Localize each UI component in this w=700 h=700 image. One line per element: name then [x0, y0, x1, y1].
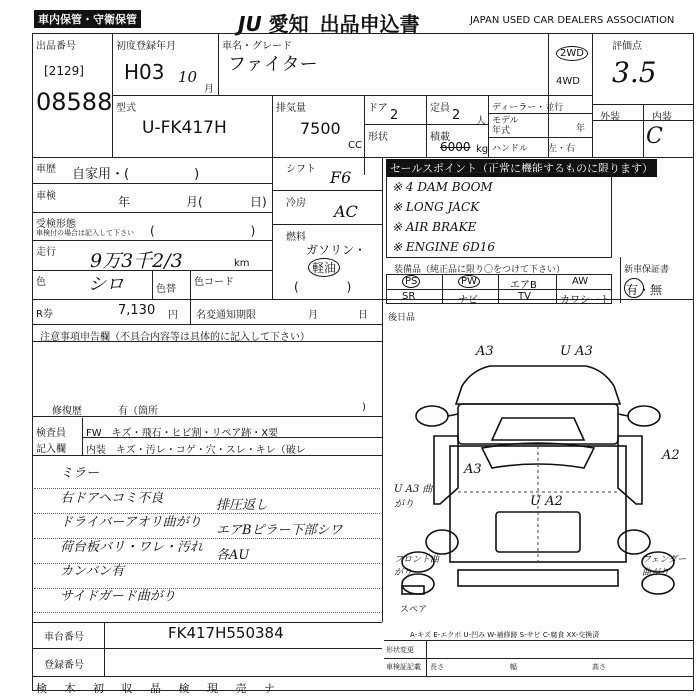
- notice-label: 名変通知期限: [196, 310, 256, 321]
- ins-form-note: 車検付の場合は記入して下さい: [36, 229, 134, 237]
- exterior-label: 外装: [600, 112, 620, 123]
- note-line: ミラー: [60, 466, 100, 481]
- model-name: ファイター: [228, 54, 318, 75]
- mileage-value: 9万3千2/3: [90, 250, 183, 272]
- fuel-gasoline: ガソリン・: [306, 243, 367, 257]
- first-reg-month-unit: 月: [204, 84, 214, 95]
- right-front-wheel: [618, 530, 650, 554]
- vehicle-damage-diagram: [384, 318, 692, 634]
- color-code-label: 色コード: [194, 277, 234, 288]
- model-year-unit: 年: [576, 124, 586, 134]
- bottom-code: ナ: [264, 682, 275, 695]
- recycle-unit: 円: [168, 310, 178, 321]
- shift-value: F6: [330, 168, 352, 187]
- inspector-row-fw: FW キズ・飛石・ヒビ割・リペア跡・X要: [86, 428, 279, 439]
- drive-2wd: 2WD: [556, 46, 588, 61]
- capacity-unit: 人: [476, 116, 486, 127]
- equip-navi: ナビ: [458, 295, 478, 306]
- diagram-legend: A-キズ E-エクボ U-凹み W-補修跡 S-サビ C-腐食 XX-交換済: [410, 631, 600, 639]
- color-value: シロ: [88, 274, 124, 295]
- doors-value: 2: [390, 108, 399, 123]
- ins-form-paren: ( ): [150, 224, 256, 238]
- history-label: 車歴: [36, 164, 56, 175]
- capacity-value: 2: [452, 108, 461, 123]
- repair-value: 有（箇所: [118, 406, 158, 417]
- org-name: 愛知: [268, 12, 309, 36]
- damage-mark: A3: [476, 344, 494, 359]
- equip-sr: SR: [402, 291, 416, 302]
- size-label: 長さ: [430, 663, 444, 671]
- bottom-code: 現: [207, 682, 218, 695]
- displacement-unit: CC: [348, 140, 362, 151]
- damage-mark: U A3: [560, 344, 593, 359]
- storage-tag: [34, 10, 141, 28]
- cab-roof: [456, 366, 620, 404]
- notice-month: 月: [308, 310, 318, 321]
- bottom-code: 収: [121, 682, 133, 695]
- displacement-label: 排気量: [276, 103, 306, 114]
- handle-lr: 左・右: [548, 144, 576, 154]
- fuel-label: 燃料: [286, 232, 306, 243]
- spare-label: スペア: [400, 605, 428, 615]
- note-line: 排圧返し: [216, 498, 269, 513]
- sales-item: ※ LONG JACK: [392, 200, 480, 214]
- inspection-label: 車検: [36, 191, 56, 202]
- first-reg-label: 初度登録年月: [116, 41, 176, 52]
- load-value: 6000: [440, 140, 471, 154]
- damage-mark: U A2: [530, 494, 563, 509]
- drive-4wd: 4WD: [556, 76, 580, 87]
- lot-label: 出品番号: [36, 41, 76, 52]
- shape-label: 形状: [368, 132, 388, 143]
- logo-text: JU: [238, 12, 262, 36]
- load-label: 積載: [430, 132, 450, 143]
- notes-left: [60, 462, 203, 609]
- model-year-label: モデル年式: [492, 116, 519, 136]
- sales-item: ※ ENGINE 6D16: [392, 240, 496, 254]
- history-value: 自家用・( ): [72, 167, 200, 182]
- caution-label: 注意事項申告欄（不具合内容等は具体的に記入して下さい）: [40, 332, 310, 343]
- rear-bumper: [458, 570, 618, 586]
- repair-label: 修復歴: [52, 406, 82, 417]
- inspector-label: 検査員: [36, 428, 66, 439]
- inspector-row-interior: 内装 キズ・汚レ・コゲ・穴・スレ・キレ（破レ: [86, 445, 306, 456]
- lot-number: 08588: [36, 88, 113, 116]
- bottom-code: 木: [64, 682, 76, 695]
- warranty-label: 新車保証書: [624, 265, 670, 275]
- color-label: 色: [36, 277, 46, 288]
- displacement-value: 7500: [300, 119, 341, 138]
- rear-seat-label: 後日品: [388, 313, 416, 323]
- bottom-code: 初: [93, 682, 104, 695]
- fuel-diesel: 軽油: [308, 258, 340, 277]
- cab-body: [458, 404, 618, 444]
- form-title: 出品申込書: [319, 12, 420, 36]
- load-unit: kg: [476, 144, 489, 155]
- equip-airbag: エアB: [510, 280, 537, 291]
- bottom-code: 検: [178, 682, 190, 695]
- capacity-label: 定員: [430, 103, 450, 114]
- cooling-label: 冷房: [286, 198, 306, 209]
- interior-grade: C: [646, 124, 663, 149]
- damage-mark: A2: [662, 448, 680, 463]
- type-code: U-FK417H: [142, 118, 227, 138]
- windshield: [492, 418, 584, 440]
- note-line: 各AU: [216, 548, 250, 563]
- damage-mark: U A3 曲がり: [394, 484, 433, 510]
- doors-label: ドア: [368, 103, 388, 114]
- color-change-label: 色替: [156, 284, 176, 295]
- size-label: 幅: [510, 663, 517, 671]
- right-mirror: [628, 406, 660, 426]
- repair-close: ): [362, 402, 366, 413]
- sales-item: ※ 4 DAM BOOM: [392, 180, 493, 194]
- equip-pw: PW: [458, 275, 480, 288]
- equipment-label: 装備品（純正品に限り〇をつけて下さい）: [394, 265, 566, 275]
- recycle-label: R券: [36, 309, 53, 320]
- equip-aw: AW: [572, 276, 589, 287]
- type-label: 型式: [116, 103, 136, 114]
- equip-tv: TV: [518, 291, 531, 302]
- dealer-label: ディーラー・並行: [492, 103, 564, 113]
- bottom-code-strip: [36, 680, 275, 696]
- shift-label: シフト: [286, 164, 316, 175]
- sales-label: セールスポイント（正常に機能するものに限ります）: [386, 159, 657, 177]
- association-name: JAPAN USED CAR DEALERS ASSOCIATION: [470, 15, 675, 26]
- equip-ps: PS: [402, 275, 420, 288]
- inspection-year: 年: [118, 195, 131, 209]
- shape-change-label: 形状変更: [386, 646, 414, 654]
- bottom-code: 晶: [150, 682, 161, 695]
- storage-tag-text: 車内保管・守衛保管: [38, 13, 137, 26]
- model-label: 車名・グレード: [222, 41, 292, 52]
- mileage-unit: km: [234, 258, 250, 269]
- note-line: 右ドアヘコミ不良: [60, 490, 164, 506]
- equip-leather: カワシート: [560, 295, 610, 306]
- note-line: ドライバーアオリ曲がり: [60, 515, 202, 530]
- sales-list: [392, 177, 495, 257]
- notes-right: [216, 493, 343, 568]
- warranty-circle: [624, 278, 644, 298]
- inspection-day: 日): [250, 195, 267, 209]
- fuel-paren: ( ): [294, 280, 352, 294]
- ins-form-label: 受検形態: [36, 219, 76, 230]
- first-reg-month: 10: [178, 68, 198, 86]
- note-line: 荷台板バリ・ワレ・汚れ: [60, 539, 204, 555]
- size-label: 高さ: [592, 663, 606, 671]
- left-front-wheel: [426, 530, 458, 554]
- chassis-label: 車台番号: [44, 632, 84, 643]
- inspector-label-2: 記入欄: [36, 444, 66, 455]
- chassis-number: FK417H550384: [168, 624, 284, 642]
- bottom-code: 検: [36, 682, 47, 695]
- inspection-month: 月(: [186, 195, 203, 209]
- mileage-label: 走行: [36, 247, 56, 258]
- bottom-code: 売: [235, 682, 247, 695]
- note-line: サイドガード曲がり: [60, 588, 176, 604]
- score-value: 3.5: [612, 56, 657, 89]
- first-reg-era: H03: [124, 60, 165, 84]
- registration-label: 登録番号: [44, 660, 84, 671]
- sales-item: ※ AIR BRAKE: [392, 220, 477, 234]
- damage-mark: フェンダー曲がり: [642, 555, 687, 578]
- damage-mark: A3: [464, 462, 482, 477]
- interior-label: 内装: [652, 112, 672, 123]
- damage-mark: フロント曲がり: [394, 555, 440, 578]
- cooling-value: AC: [334, 202, 358, 221]
- handle-label: ハンドル: [492, 144, 529, 154]
- note-line: カンバン有: [60, 564, 125, 579]
- size-label: 車検証記載: [386, 663, 421, 671]
- recycle-value: 7,130: [118, 303, 156, 318]
- left-mirror: [416, 406, 448, 426]
- lot-sub: [2129]: [44, 64, 84, 78]
- note-line: エアBピラー下部シワ: [216, 523, 343, 538]
- score-label: 評価点: [612, 41, 642, 52]
- notice-day: 日: [358, 310, 368, 321]
- warranty-value: 有・無: [626, 283, 663, 297]
